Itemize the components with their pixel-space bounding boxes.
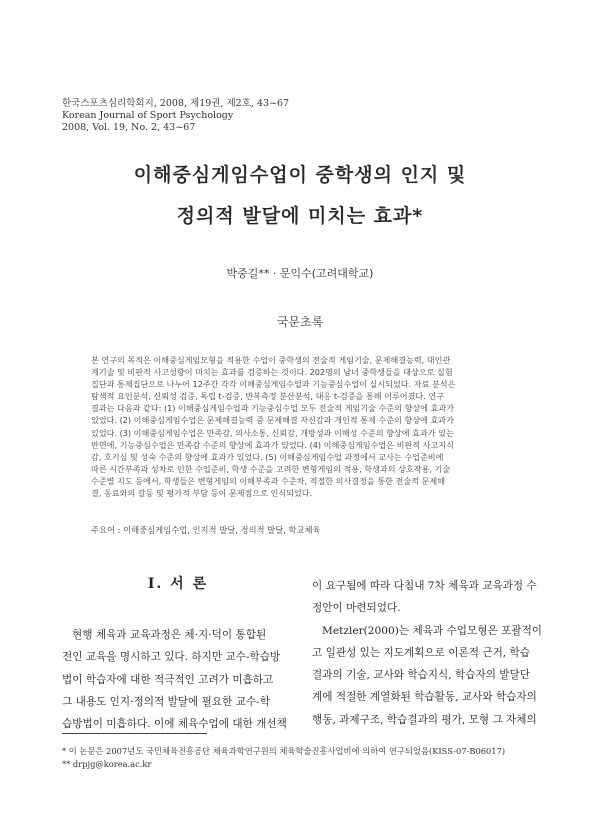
body-line: 그 내용도 인지·정의적 발달에 필요한 교수-학 [62,695,270,708]
body-line: 이 요구됨에 따라 다침내 7차 체육과 교육과정 수 [312,580,537,592]
body-line: 현행 체육과 교육과정은 체·지·덕이 통합된 [72,629,267,641]
body-line: 정안이 마련되었다. [312,602,401,615]
paper-title-line-2: 정의적 발달에 미치는 효과* [176,205,424,227]
journal-line-3: 2008, Vol. 19, No. 2, 43~67 [62,122,196,133]
footnote-divider [62,733,207,734]
abstract-body [91,354,515,499]
abstract-line: 본 연구의 목적은 이해중심게임모형을 적용한 수업이 중학생의 전술적 게임기술, 문제해결능력, 대인관 [91,355,451,365]
left-column-text [62,624,294,735]
body-line: 전인 교육을 명시하고 있다. 하지만 교수-학습방 [62,651,281,664]
abstract-line: 탐색적 요인분석, 신뢰성 검증, 독립 t-검증, 반복측정 분산분석, 대응 t-검증을 통해 이루어졌다. 연구 [91,391,445,402]
body-line: 습방법이 미흡하다. 이에 체육수업에 대한 개선책 [62,718,287,731]
footnote-funding: * 이 논문은 2007년도 국민체육진흥공단 체육과학연구원의 체육학술진흥사업비에 의하여 연구되었음(KISS-07-B06017) [62,746,506,756]
abstract-line: 있었다. (2) 이해중심게임수업은 문제해결능력 중 문제해결 자신감과 개인적 통제 수준의 향상에 효과가 [91,415,454,426]
paper-title-line-1: 이해중심게임수업이 중학생의 인지 및 [133,164,467,186]
body-line: 결과의 기술, 교사와 학습지식, 학습자의 발달단 [312,669,531,682]
body-line: 행동, 과제구조, 학습결과의 평가, 모형 그 자체의 [312,713,537,726]
authors: 박중길** · 문익수(고려대학교) [226,267,374,280]
body-line: 고 일관성 있는 지도계획으로 이론적 근거, 학습 [312,646,531,659]
section-heading: I. 서 론 [147,576,209,592]
abstract-heading: 국문초록 [276,315,324,329]
abstract-line: 수준별 지도 등에서, 학생들은 변형게임의 이해부족과 수준차, 적절한 의사결정을 통한 전술적 문제해 [91,475,446,486]
body-line: 법이 학습자에 대한 적극적인 고려가 미흡하고 [62,673,274,686]
keywords: 주요어 : 이해중심게임수업, 인지적 발달, 정의적 발달, 학교체육 [91,525,321,535]
abstract-line: 계기술 및 비판적 사고성향이 미치는 효과를 검증하는 것이다. 202명의 남녀 중학생들을 대상으로 실험 [91,367,453,378]
abstract-line: 감, 호기심 및 성숙 수준의 향상에 효과가 있었다. (5) 이해중심게임수업 과정에서 교사는 수업준비에 [91,451,444,462]
abstract-line: 집단과 통제집단으로 나누어 12주간 각각 이해중심게임수업과 기능중심수업이 실시되었다. 자료 분석은 [91,379,456,390]
abstract-line: 결과는 다음과 같다: (1) 이해중심게임수업과 기능중심수업 모두 전술적 게임기술 수준의 향상에 효과가 [91,403,455,414]
abstract-line: 반면에, 기능중심수업은 만족감 수준의 향상에 효과가 있었다. (4) 이해중심게임수업은 비판적 사고지식 [91,439,454,450]
body-line: Metzler(2000)는 체육과 수업모형은 포괄적이 [322,624,542,637]
journal-line-1: 한국스포츠심리학회지, 2008, 제19권, 제2호, 43~67 [62,98,290,109]
footnote-email: ** drpjg@korea.ac.kr [62,759,152,769]
abstract-line: 있었다. (3) 이해중심게임수업은 만족감, 의사소통, 신뢰감, 개방성과 이해성 수준의 향상에 효과가 있는 [91,427,454,438]
body-line: 계에 적절한 계열화된 학습활동, 교사와 학습자의 [312,691,537,704]
journal-line-2: Korean Journal of Sport Psychology [62,110,234,121]
abstract-line: 따른 시간부족과 성차로 인한 수업준비, 학생 수준을 고려한 변형게임의 적용, 학생과의 상호작용, 기술 [91,463,451,474]
right-column-text [312,575,542,731]
journal-info [62,98,289,134]
abstract-line: 결, 동료와의 갈등 및 평가적 부담 등이 문제점으로 인식되었다. [91,488,313,499]
